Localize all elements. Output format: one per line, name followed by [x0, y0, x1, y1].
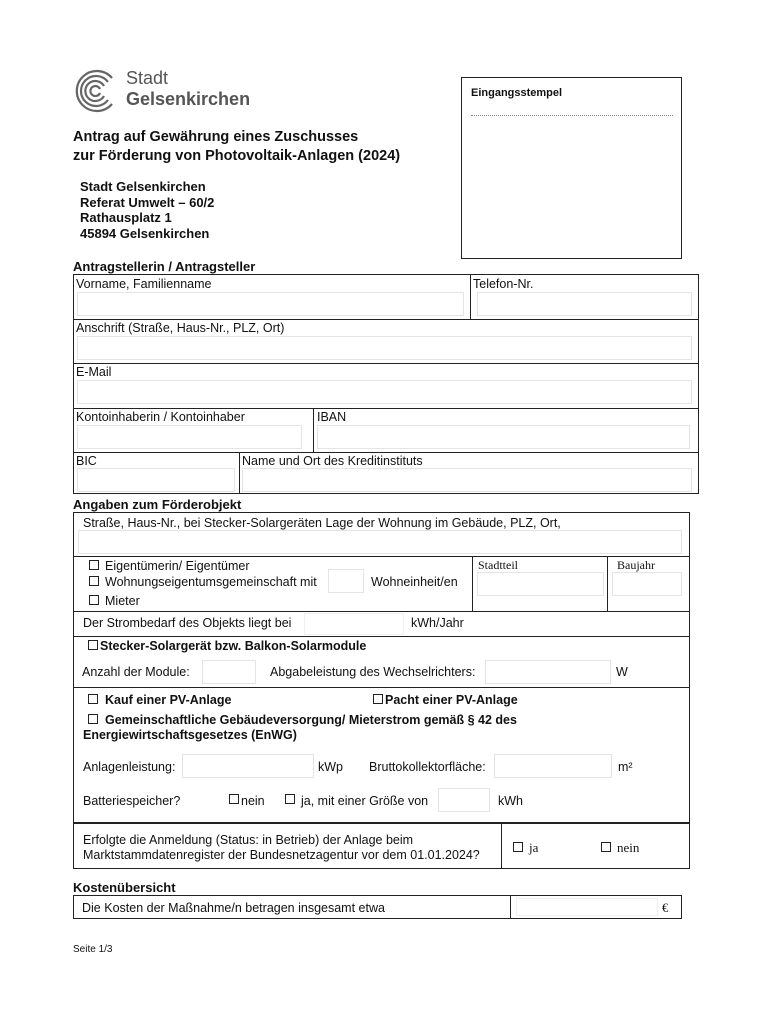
demand-field[interactable]: [304, 613, 404, 635]
plugin-solar-checkbox[interactable]: [88, 640, 98, 650]
power-unit: kWp: [318, 760, 343, 774]
battery-no-checkbox[interactable]: [229, 794, 239, 804]
registration-no-label: nein: [617, 840, 640, 855]
divider: [313, 408, 314, 452]
address-line-2: Referat Umwelt – 60/2: [80, 194, 215, 210]
divider: [472, 556, 473, 611]
address-line-4: 45894 Gelsenkirchen: [80, 225, 210, 241]
inverter-field[interactable]: [485, 660, 611, 684]
location-label: Straße, Haus-Nr., bei Stecker-Solargeräten Lage der Wohnung im Gebäude, PLZ, Ort,: [83, 516, 561, 530]
form-title-line-1: Antrag auf Gewährung eines Zuschusses: [73, 129, 359, 145]
divider: [74, 408, 698, 409]
demand-unit: kWh/Jahr: [411, 616, 464, 630]
iban-field[interactable]: [317, 425, 690, 449]
city-logo-icon: [72, 68, 120, 114]
divider: [239, 452, 240, 494]
pv-lease-label: Pacht einer PV-Anlage: [385, 693, 518, 707]
divider: [74, 556, 689, 557]
divider: [510, 896, 511, 918]
registration-question-2: Marktstammdatenregister der Bundesnetzagentur vor dem 01.01.2024?: [83, 848, 480, 862]
battery-unit: kWh: [498, 794, 523, 808]
recipient-address: [80, 179, 214, 241]
registration-yes-label: ja: [529, 840, 539, 855]
area-field[interactable]: [494, 754, 612, 778]
applicant-heading: Antragstellerin / Antragsteller: [73, 259, 256, 274]
battery-yes-checkbox[interactable]: [285, 794, 295, 804]
divider: [470, 275, 471, 319]
postal-address-label: Anschrift (Straße, Haus-Nr., PLZ, Ort): [76, 321, 285, 335]
bank-label: Name und Ort des Kreditinstituts: [242, 454, 423, 468]
bank-field[interactable]: [242, 468, 692, 492]
registration-yes-checkbox[interactable]: [513, 842, 523, 852]
area-label: Bruttokollektorfläche:: [369, 760, 486, 774]
tenant-option-label: Mieter: [105, 594, 140, 608]
iban-label: IBAN: [317, 410, 347, 424]
pv-lease-checkbox[interactable]: [373, 694, 383, 704]
form-title-line-2: zur Förderung von Photovoltaik-Anlagen (2024): [73, 148, 401, 164]
modules-label: Anzahl der Module:: [82, 665, 190, 679]
costs-heading: Kostenübersicht: [73, 880, 176, 895]
costs-box: [73, 895, 682, 919]
divider: [74, 611, 689, 612]
weg-units-label: Wohneinheit/en: [371, 575, 458, 589]
district-label: Stadtteil: [478, 558, 518, 572]
phone-field[interactable]: [477, 292, 692, 316]
account-holder-field[interactable]: [77, 425, 302, 449]
weg-units-field[interactable]: [328, 569, 364, 593]
registration-box: [73, 823, 690, 869]
divider: [74, 319, 698, 320]
divider: [74, 363, 698, 364]
inverter-label: Abgabeleistung des Wechselrichters:: [270, 665, 476, 679]
pv-shared-label-1: Gemeinschaftliche Gebäudeversorgung/ Mieterstrom gemäß § 42 des: [105, 713, 517, 727]
name-field[interactable]: [77, 292, 464, 316]
district-field[interactable]: [477, 572, 604, 596]
weg-option-label: Wohnungseigentumsgemeinschaft mit: [105, 575, 317, 589]
postal-address-field[interactable]: [77, 336, 692, 360]
pv-box: [73, 687, 690, 823]
applicant-table: [73, 274, 699, 494]
pv-buy-label: Kauf einer PV-Anlage: [105, 693, 232, 707]
registration-question-1: Erfolgte die Anmeldung (Status: in Betrieb) der Anlage beim: [83, 833, 414, 847]
plugin-solar-heading: Stecker-Solargerät bzw. Balkon-Solarmodule: [100, 639, 367, 653]
address-line-3: Rathausplatz 1: [80, 210, 172, 225]
battery-size-field[interactable]: [438, 788, 490, 812]
year-field[interactable]: [612, 572, 682, 596]
battery-no-label: nein: [241, 794, 265, 808]
registration-no-checkbox[interactable]: [601, 842, 611, 852]
name-label: Vorname, Familienname: [76, 277, 212, 291]
costs-total-label: Die Kosten der Maßnahme/n betragen insgesamt etwa: [82, 901, 385, 915]
owner-option-label: Eigentümerin/ Eigentümer: [105, 559, 250, 573]
stamp-box: [461, 77, 682, 259]
pv-shared-label-2: Energiewirtschaftsgesetzes (EnWG): [83, 728, 297, 742]
power-label: Anlagenleistung:: [83, 760, 176, 774]
city-logo: [72, 68, 262, 114]
area-unit: m²: [618, 760, 633, 774]
weg-checkbox[interactable]: [89, 576, 99, 586]
divider: [74, 452, 698, 453]
year-label: Baujahr: [617, 558, 655, 572]
modules-field[interactable]: [202, 660, 256, 684]
divider: [501, 824, 502, 868]
logo-line-1: Stadt: [126, 68, 169, 88]
email-field[interactable]: [77, 380, 692, 404]
divider: [607, 556, 608, 611]
object-heading: Angaben zum Förderobjekt: [73, 497, 242, 512]
power-field[interactable]: [182, 754, 314, 778]
battery-yes-label: ja, mit einer Größe von: [301, 794, 429, 808]
page-number: Seite 1/3: [73, 944, 113, 955]
demand-label: Der Strombedarf des Objekts liegt bei: [83, 616, 292, 630]
plugin-solar-box: [73, 636, 690, 688]
email-label: E-Mail: [76, 365, 112, 379]
phone-label: Telefon-Nr.: [473, 277, 534, 291]
costs-currency: €: [662, 901, 669, 915]
logo-line-2: Gelsenkirchen: [126, 89, 251, 109]
owner-checkbox[interactable]: [89, 560, 99, 570]
location-field[interactable]: [78, 530, 682, 554]
stamp-label: Eingangsstempel: [471, 87, 563, 99]
bic-field[interactable]: [77, 468, 235, 492]
account-holder-label: Kontoinhaberin / Kontoinhaber: [76, 410, 245, 424]
battery-label: Batteriespeicher?: [83, 794, 181, 808]
stamp-dotted-line: [471, 115, 673, 116]
pv-shared-checkbox[interactable]: [88, 714, 98, 724]
object-table: [73, 512, 690, 637]
pv-buy-checkbox[interactable]: [88, 694, 98, 704]
tenant-checkbox[interactable]: [89, 595, 99, 605]
inverter-unit: W: [616, 665, 628, 679]
address-line-1: Stadt Gelsenkirchen: [80, 179, 206, 194]
costs-total-field[interactable]: [516, 898, 658, 916]
bic-label: BIC: [76, 454, 97, 468]
